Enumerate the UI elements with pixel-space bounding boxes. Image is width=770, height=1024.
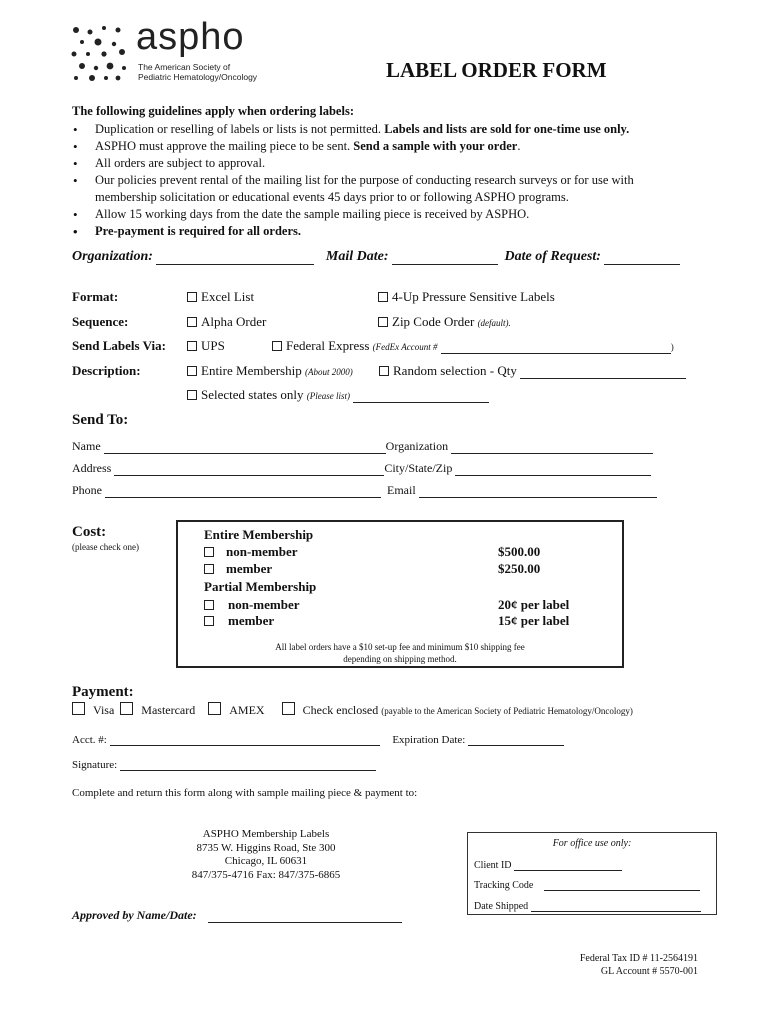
check-option[interactable]: Check enclosed (payable to the American Society of Pediatric Hematology/Oncology) — [282, 703, 633, 717]
mastercard-option[interactable]: Mastercard — [120, 703, 195, 717]
checkbox[interactable] — [379, 366, 389, 376]
checkbox[interactable] — [120, 702, 133, 715]
sequence-zip-option[interactable]: Zip Code Order (default). — [378, 314, 511, 330]
logo-dots-icon — [70, 24, 128, 82]
phone-field[interactable] — [105, 485, 381, 498]
guideline-item: • Duplication or reselling of labels or lists is not permitted. Labels and lists are sold for one-time use only. — [73, 121, 634, 138]
guidelines-list — [73, 121, 634, 240]
client-id-label: Client ID — [474, 860, 512, 871]
logo-subtitle-2: Pediatric Hematology/Oncology — [138, 72, 258, 82]
desc-entire-option[interactable]: Entire Membership (About 2000) — [187, 363, 353, 379]
mail-date-label: Mail Date: — [325, 249, 389, 264]
expiration-label: Expiration Date: — [392, 734, 466, 746]
send-org-field[interactable] — [451, 441, 653, 454]
send-ups-option[interactable]: UPS — [187, 338, 225, 354]
guideline-item: • All orders are subject to approval. — [73, 155, 634, 172]
send-fedex-option[interactable]: Federal Express (FedEx Account # ) — [272, 338, 674, 354]
aspho-logo — [70, 16, 290, 84]
fedex-account-field[interactable] — [441, 341, 671, 354]
gl-account: GL Account # 5570-001 — [600, 966, 698, 977]
shipped-label: Date Shipped — [474, 901, 529, 912]
payment-heading: Payment: — [72, 684, 134, 700]
format-label: Format: — [72, 289, 119, 304]
signature-row — [72, 758, 376, 771]
shipped-row — [474, 901, 701, 912]
organization-label: Organization: — [72, 249, 153, 264]
partial-member-option[interactable]: member — [204, 613, 274, 629]
checkbox[interactable] — [378, 317, 388, 327]
address-line: ASPHO Membership Labels — [202, 828, 330, 840]
guideline-item: • ASPHO must approve the mailing piece to be sent. Send a sample with your order. — [73, 138, 634, 155]
email-field[interactable] — [419, 485, 657, 498]
partial-nonmember-option[interactable]: non-member — [204, 597, 300, 613]
office-use-heading: For office use only: — [552, 838, 632, 849]
mail-date-field[interactable] — [392, 252, 498, 265]
approved-label: Approved by Name/Date: — [72, 908, 197, 922]
checkbox[interactable] — [204, 616, 214, 626]
guideline-item: • Our policies prevent rental of the mailing list for the purpose of conducting research surveys or for use with membership solicitation or educational events 45 days prior to or following ASPHO programs. — [73, 172, 634, 206]
sequence-alpha-option[interactable]: Alpha Order — [187, 314, 266, 330]
date-of-request-field[interactable] — [604, 252, 680, 265]
page-title: LABEL ORDER FORM — [386, 58, 607, 82]
cost-note: (please check one) — [72, 542, 139, 552]
client-id-row — [474, 860, 622, 871]
city-field[interactable] — [455, 463, 651, 476]
entire-nonmember-price: $500.00 — [498, 544, 541, 559]
approved-row — [72, 908, 402, 923]
checkbox[interactable] — [187, 390, 197, 400]
payment-options — [72, 702, 633, 718]
phone-label: Phone — [72, 483, 102, 497]
acct-row — [72, 733, 564, 746]
acct-field[interactable] — [110, 733, 380, 746]
address-field[interactable] — [114, 463, 384, 476]
name-field[interactable] — [104, 441, 386, 454]
client-id-field[interactable] — [514, 860, 622, 871]
address-line: 8735 W. Higgins Road, Ste 300 — [196, 841, 336, 854]
amex-option[interactable]: AMEX — [208, 703, 264, 717]
approved-field[interactable] — [208, 910, 402, 923]
date-of-request-label: Date of Request: — [504, 249, 601, 264]
checkbox[interactable] — [282, 702, 295, 715]
office-use-box — [467, 832, 717, 915]
tracking-field[interactable] — [544, 880, 700, 891]
address-line: Chicago, IL 60631 — [224, 855, 308, 867]
return-instructions: Complete and return this form along with sample mailing piece & payment to: — [72, 787, 418, 799]
checkbox[interactable] — [378, 292, 388, 302]
cost-heading: Cost: — [72, 524, 107, 540]
shipped-field[interactable] — [531, 901, 701, 912]
partial-nonmember-price: 20¢ per label — [498, 597, 570, 612]
expiration-field[interactable] — [468, 733, 564, 746]
entire-nonmember-option[interactable]: non-member — [204, 544, 298, 560]
logo-wordmark: aspho — [136, 16, 245, 58]
send-org-label: Organization — [385, 439, 449, 453]
entire-membership-heading: Entire Membership — [204, 527, 314, 542]
checkbox[interactable] — [204, 564, 214, 574]
cost-footnote-1: All label orders have a $10 set-up fee and minimum $10 shipping fee — [275, 642, 525, 652]
checkbox[interactable] — [187, 366, 197, 376]
footer-ids — [560, 952, 698, 978]
format-excel-option[interactable]: Excel List — [187, 289, 254, 305]
checkbox[interactable] — [272, 341, 282, 351]
signature-field[interactable] — [120, 758, 376, 771]
logo-subtitle-1: The American Society of — [138, 62, 231, 72]
sequence-label: Sequence: — [72, 314, 129, 329]
email-label: Email — [387, 483, 416, 497]
description-label: Description: — [72, 363, 141, 378]
guidelines-heading: The following guidelines apply when ordering labels: — [72, 104, 354, 118]
guideline-item: • Pre-payment is required for all orders. — [73, 223, 634, 240]
visa-option[interactable]: Visa — [72, 703, 114, 717]
checkbox[interactable] — [72, 702, 85, 715]
name-row — [72, 439, 653, 454]
entire-member-option[interactable]: member — [204, 561, 272, 577]
acct-label: Acct. #: — [72, 734, 107, 746]
entire-member-price: $250.00 — [498, 561, 541, 576]
mailing-address — [166, 828, 366, 882]
cost-box — [176, 520, 624, 668]
partial-membership-heading: Partial Membership — [204, 579, 317, 594]
name-label: Name — [72, 439, 101, 453]
address-line: 847/375-4716 Fax: 847/375-6865 — [191, 868, 341, 881]
random-qty-field[interactable] — [520, 366, 686, 379]
checkbox[interactable] — [204, 600, 214, 610]
tracking-row — [474, 880, 700, 891]
organization-field[interactable] — [156, 252, 314, 265]
checkbox[interactable] — [204, 547, 214, 557]
desc-states-option[interactable]: Selected states only (Please list) — [187, 387, 489, 403]
city-label: City/State/Zip — [384, 461, 453, 475]
checkbox[interactable] — [187, 292, 197, 302]
address-row — [72, 461, 651, 476]
format-4up-option[interactable]: 4-Up Pressure Sensitive Labels — [378, 289, 555, 305]
header-fields — [72, 249, 680, 265]
phone-row — [72, 483, 657, 498]
federal-tax-id: Federal Tax ID # 11-2564191 — [579, 953, 698, 964]
guideline-item: • Allow 15 working days from the date the sample mailing piece is received by ASPHO. — [73, 206, 634, 223]
partial-member-price: 15¢ per label — [498, 613, 570, 628]
send-via-label: Send Labels Via: — [72, 338, 166, 353]
send-to-heading: Send To: — [72, 412, 129, 428]
tracking-label: Tracking Code — [474, 880, 534, 891]
address-label: Address — [72, 461, 112, 475]
desc-random-option[interactable]: Random selection - Qty — [379, 363, 686, 379]
checkbox[interactable] — [187, 317, 197, 327]
cost-footnote-2: depending on shipping method. — [343, 654, 457, 664]
checkbox[interactable] — [208, 702, 221, 715]
checkbox[interactable] — [187, 341, 197, 351]
signature-label: Signature: — [72, 759, 118, 771]
states-list-field[interactable] — [353, 390, 489, 403]
